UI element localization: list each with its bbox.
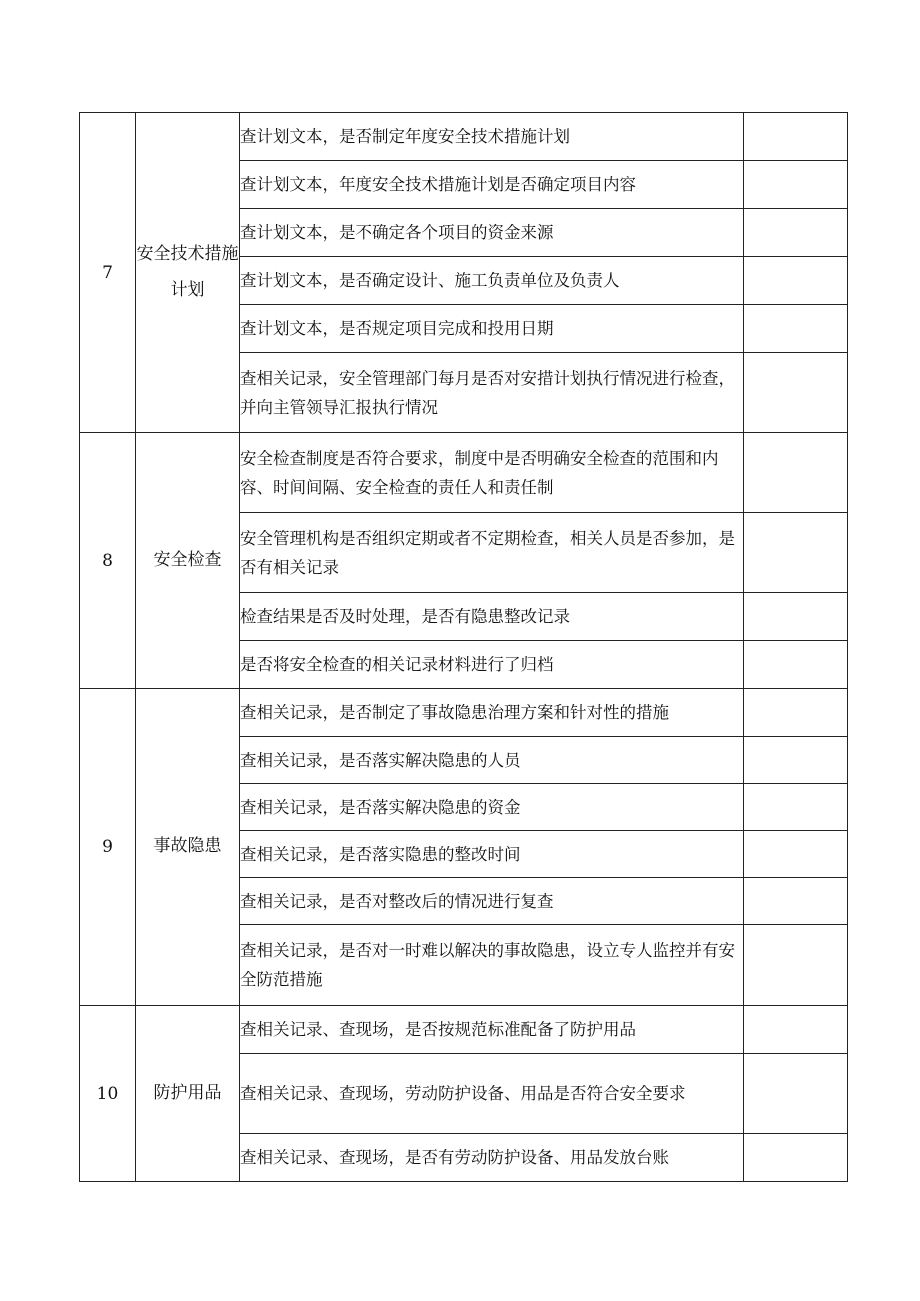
result-cell <box>744 1006 848 1054</box>
check-item: 查相关记录，是否落实隐患的整改时间 <box>240 831 744 878</box>
result-cell <box>744 925 848 1006</box>
result-cell <box>744 593 848 641</box>
section-number: 7 <box>80 113 136 433</box>
result-cell <box>744 353 848 433</box>
result-cell <box>744 161 848 209</box>
result-cell <box>744 641 848 689</box>
check-item: 查相关记录，是否对一时难以解决的事故隐患，设立专人监控并有安全防范措施 <box>240 925 744 1006</box>
check-item: 查计划文本，是否规定项目完成和投用日期 <box>240 305 744 353</box>
table-row <box>80 113 848 161</box>
result-cell <box>744 737 848 784</box>
table-row <box>80 433 848 513</box>
check-item: 查相关记录、查现场，是否按规范标准配备了防护用品 <box>240 1006 744 1054</box>
check-item: 查相关记录、查现场，劳动防护设备、用品是否符合安全要求 <box>240 1054 744 1134</box>
check-item: 查计划文本，是否制定年度安全技术措施计划 <box>240 113 744 161</box>
check-item: 查计划文本，是不确定各个项目的资金来源 <box>240 209 744 257</box>
check-item: 查相关记录，安全管理部门每月是否对安措计划执行情况进行检查，并向主管领导汇报执行情况 <box>240 353 744 433</box>
check-item: 查相关记录，是否对整改后的情况进行复查 <box>240 878 744 925</box>
result-cell <box>744 305 848 353</box>
result-cell <box>744 513 848 593</box>
result-cell <box>744 689 848 737</box>
section-category: 事故隐患 <box>136 689 240 1006</box>
result-cell <box>744 784 848 831</box>
check-item: 查相关记录、查现场，是否有劳动防护设备、用品发放台账 <box>240 1134 744 1182</box>
section-number: 9 <box>80 689 136 1006</box>
result-cell <box>744 1054 848 1134</box>
check-item: 安全管理机构是否组织定期或者不定期检查，相关人员是否参加，是否有相关记录 <box>240 513 744 593</box>
result-cell <box>744 209 848 257</box>
result-cell <box>744 878 848 925</box>
table-row <box>80 689 848 737</box>
section-number: 10 <box>80 1006 136 1182</box>
result-cell <box>744 1134 848 1182</box>
check-item: 安全检查制度是否符合要求，制度中是否明确安全检查的范围和内容、时间间隔、安全检查的责任人和责任制 <box>240 433 744 513</box>
table-row <box>80 1006 848 1054</box>
result-cell <box>744 113 848 161</box>
check-item: 查相关记录，是否制定了事故隐患治理方案和针对性的措施 <box>240 689 744 737</box>
check-item: 检查结果是否及时处理，是否有隐患整改记录 <box>240 593 744 641</box>
section-category: 安全检查 <box>136 433 240 689</box>
check-item: 查相关记录，是否落实解决隐患的人员 <box>240 737 744 784</box>
section-category: 安全技术措施计划 <box>136 113 240 433</box>
safety-check-table <box>79 112 848 1182</box>
section-category: 防护用品 <box>136 1006 240 1182</box>
check-item: 是否将安全检查的相关记录材料进行了归档 <box>240 641 744 689</box>
result-cell <box>744 831 848 878</box>
check-item: 查计划文本，年度安全技术措施计划是否确定项目内容 <box>240 161 744 209</box>
section-number: 8 <box>80 433 136 689</box>
check-item: 查计划文本，是否确定设计、施工负责单位及负责人 <box>240 257 744 305</box>
result-cell <box>744 257 848 305</box>
check-item: 查相关记录，是否落实解决隐患的资金 <box>240 784 744 831</box>
result-cell <box>744 433 848 513</box>
